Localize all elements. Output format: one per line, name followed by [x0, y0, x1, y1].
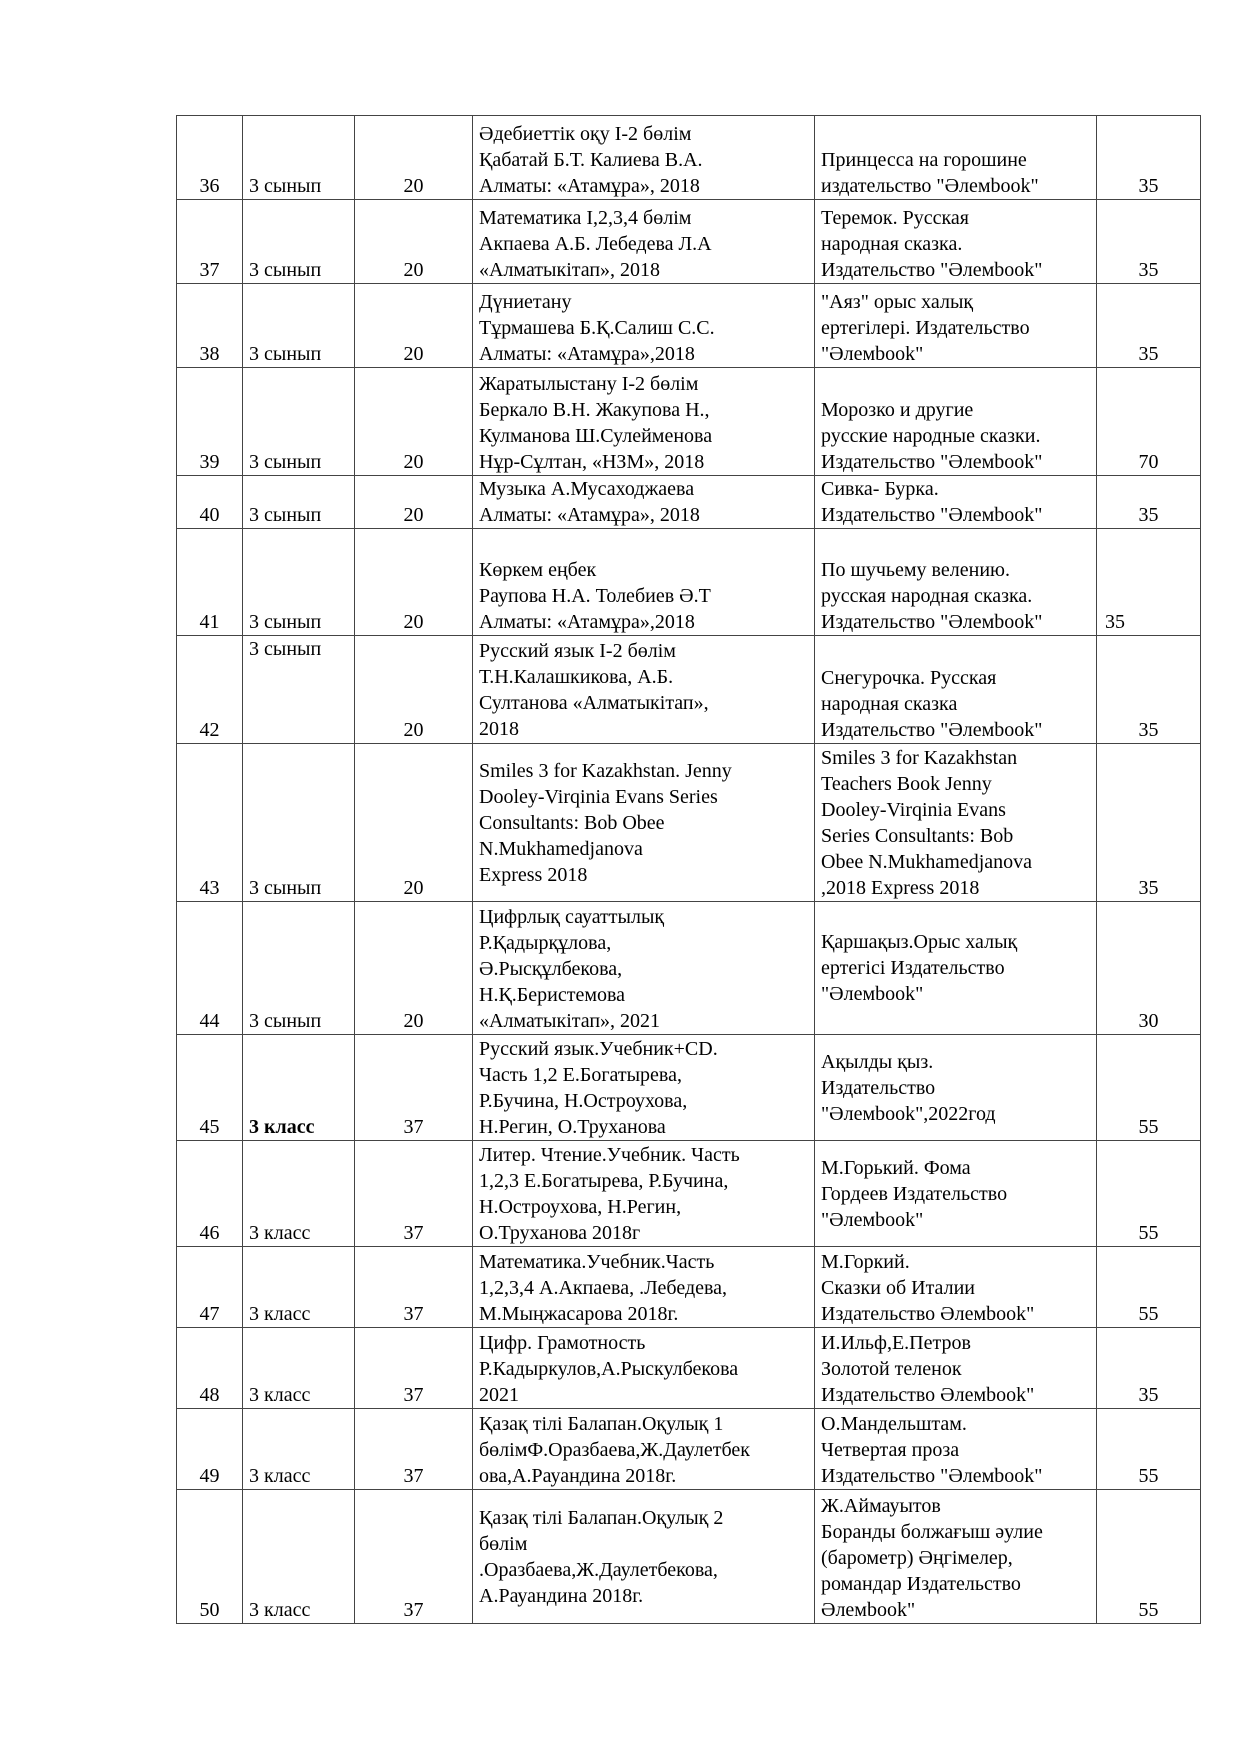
quantity-cell: 35 — [1097, 284, 1201, 368]
table-row — [177, 368, 1201, 476]
textbook-cell: Математика І,2,3,4 бөлім Акпаева А.Б. Лебедева Л.А «Алматыкітап», 2018 — [473, 200, 815, 284]
count-cell: 20 — [355, 476, 473, 529]
row-number: 45 — [177, 1035, 243, 1141]
row-number: 37 — [177, 200, 243, 284]
book-cell: Smiles 3 for Kazakhstan Teachers Book Jenny Dooley-Virqinia Evans Series Consultants: Bob Obee N.Mukhamedjanova ,2018 Express 2018 — [815, 744, 1097, 902]
textbook-cell: Дүниетану Тұрмашева Б.Қ.Салиш С.С. Алматы: «Атамұра»,2018 — [473, 284, 815, 368]
table-row — [177, 1409, 1201, 1490]
count-cell: 37 — [355, 1141, 473, 1247]
grade-cell: 3 сынып — [243, 200, 355, 284]
row-number: 50 — [177, 1490, 243, 1624]
row-number: 38 — [177, 284, 243, 368]
quantity-cell: 55 — [1097, 1490, 1201, 1624]
count-cell: 20 — [355, 636, 473, 744]
book-list-table — [176, 115, 1201, 1624]
row-number: 47 — [177, 1247, 243, 1328]
grade-cell: 3 класс — [243, 1141, 355, 1247]
textbook-cell: Цифр. Грамотность Р.Кадыркулов,А.Рыскулбекова 2021 — [473, 1328, 815, 1409]
count-cell: 20 — [355, 200, 473, 284]
table-row — [177, 1490, 1201, 1624]
row-number: 43 — [177, 744, 243, 902]
quantity-cell: 35 — [1097, 476, 1201, 529]
quantity-cell: 55 — [1097, 1035, 1201, 1141]
book-cell: "Аяз" орыс халық ертегілері. Издательство "Әлемbook" — [815, 284, 1097, 368]
count-cell: 20 — [355, 529, 473, 636]
row-number: 49 — [177, 1409, 243, 1490]
table-row — [177, 1328, 1201, 1409]
quantity-cell: 30 — [1097, 902, 1201, 1035]
count-cell: 20 — [355, 368, 473, 476]
grade-cell: 3 класс — [243, 1035, 355, 1141]
book-cell: По шучьему велению. русская народная сказка. Издательство "Әлемbook" — [815, 529, 1097, 636]
textbook-cell: Әдебиеттік оқу І-2 бөлім Қабатай Б.Т. Калиева В.А. Алматы: «Атамұра», 2018 — [473, 116, 815, 200]
grade-cell: 3 сынып — [243, 476, 355, 529]
textbook-cell: Русский язык.Учебник+CD. Часть 1,2 Е.Богатырева, Р.Бучина, Н.Остроухова, Н.Регин, О.Труханова — [473, 1035, 815, 1141]
count-cell: 37 — [355, 1409, 473, 1490]
textbook-cell: Математика.Учебник.Часть 1,2,3,4 А.Акпаева, .Лебедева, М.Мыңжасарова 2018г. — [473, 1247, 815, 1328]
book-cell: М.Горкий. Сказки об Италии Издательство Әлемbook" — [815, 1247, 1097, 1328]
textbook-cell: Жаратылыстану І-2 бөлім Беркало В.Н. Жакупова Н., Кулманова Ш.Сулейменова Нұр-Сұлтан, «НЗМ», 2018 — [473, 368, 815, 476]
table-row — [177, 1035, 1201, 1141]
quantity-cell: 55 — [1097, 1247, 1201, 1328]
grade-cell: 3 сынып — [243, 902, 355, 1035]
count-cell: 37 — [355, 1490, 473, 1624]
quantity-cell: 35 — [1097, 744, 1201, 902]
textbook-cell: Қазақ тілі Балапан.Оқулық 2 бөлім .Оразбаева,Ж.Даулетбекова, А.Рауандина 2018г. — [473, 1490, 815, 1624]
textbook-cell: Литер. Чтение.Учебник. Часть 1,2,3 Е.Богатырева, Р.Бучина, Н.Остроухова, Н.Регин, О.Труханова 2018г — [473, 1141, 815, 1247]
count-cell: 37 — [355, 1328, 473, 1409]
textbook-cell: Smiles 3 for Kazakhstan. Jenny Dooley-Virqinia Evans Series Consultants: Bob Obee N.Mukhamedjanova Express 2018 — [473, 744, 815, 902]
textbook-cell: Көркем еңбек Раупова Н.А. Толебиев Ә.Т Алматы: «Атамұра»,2018 — [473, 529, 815, 636]
quantity-cell: 55 — [1097, 1409, 1201, 1490]
textbook-cell: Цифрлық сауаттылық Р.Қадырқұлова, Ә.Рысқұлбекова, Н.Қ.Беристемова «Алматыкітап», 2021 — [473, 902, 815, 1035]
book-cell: Теремок. Русская народная сказка. Издательство "Әлемbook" — [815, 200, 1097, 284]
table-row — [177, 902, 1201, 1035]
row-number: 36 — [177, 116, 243, 200]
quantity-cell: 35 — [1097, 200, 1201, 284]
table-row — [177, 636, 1201, 744]
row-number: 44 — [177, 902, 243, 1035]
table-row — [177, 284, 1201, 368]
quantity-cell: 35 — [1097, 116, 1201, 200]
book-cell: И.Ильф,Е.Петров Золотой теленок Издательство Әлемbook" — [815, 1328, 1097, 1409]
quantity-cell: 70 — [1097, 368, 1201, 476]
row-number: 46 — [177, 1141, 243, 1247]
grade-cell: 3 класс — [243, 1409, 355, 1490]
count-cell: 20 — [355, 116, 473, 200]
table-row — [177, 529, 1201, 636]
book-cell: Принцесса на горошине издательство "Әлемbook" — [815, 116, 1097, 200]
grade-cell: 3 класс — [243, 1490, 355, 1624]
book-cell: Снегурочка. Русская народная сказка Издательство "Әлемbook" — [815, 636, 1097, 744]
textbook-cell: Русский язык І-2 бөлім Т.Н.Калашкикова, А.Б. Султанова «Алматыкітап», 2018 — [473, 636, 815, 744]
textbook-cell: Музыка А.Мусаходжаева Алматы: «Атамұра», 2018 — [473, 476, 815, 529]
book-cell: Ж.Аймауытов Боранды болжағыш әулие (барометр) Әңгімелер, романдар Издательство Әлемbook" — [815, 1490, 1097, 1624]
book-cell: Сивка- Бурка. Издательство "Әлемbook" — [815, 476, 1097, 529]
quantity-cell: 35 — [1097, 636, 1201, 744]
count-cell: 20 — [355, 902, 473, 1035]
table-row — [177, 1141, 1201, 1247]
table-row — [177, 476, 1201, 529]
book-cell: Ақылды қыз. Издательство "Әлемbook",2022год — [815, 1035, 1097, 1141]
row-number: 42 — [177, 636, 243, 744]
grade-cell: 3 сынып — [243, 636, 355, 744]
grade-cell: 3 класс — [243, 1247, 355, 1328]
grade-cell: 3 класс — [243, 1328, 355, 1409]
quantity-cell: 55 — [1097, 1141, 1201, 1247]
table-row — [177, 744, 1201, 902]
book-cell: Морозко и другие русские народные сказки. Издательство "Әлемbook" — [815, 368, 1097, 476]
count-cell: 37 — [355, 1247, 473, 1328]
grade-cell: 3 сынып — [243, 116, 355, 200]
row-number: 40 — [177, 476, 243, 529]
row-number: 41 — [177, 529, 243, 636]
grade-cell: 3 сынып — [243, 529, 355, 636]
textbook-cell: Қазақ тілі Балапан.Оқулық 1 бөлімФ.Оразбаева,Ж.Даулетбек ова,А.Рауандина 2018г. — [473, 1409, 815, 1490]
grade-cell: 3 сынып — [243, 284, 355, 368]
grade-cell: 3 сынып — [243, 744, 355, 902]
count-cell: 37 — [355, 1035, 473, 1141]
row-number: 39 — [177, 368, 243, 476]
table-row — [177, 116, 1201, 200]
book-cell: Қаршақыз.Орыс халық ертегісі Издательство "Әлемbook" — [815, 902, 1097, 1035]
book-cell: О.Мандельштам. Четвертая проза Издательство "Әлемbook" — [815, 1409, 1097, 1490]
quantity-cell: 35 — [1097, 529, 1201, 636]
book-cell: М.Горький. Фома Гордеев Издательство "Әлемbook" — [815, 1141, 1097, 1247]
count-cell: 20 — [355, 284, 473, 368]
grade-cell: 3 сынып — [243, 368, 355, 476]
table-row — [177, 200, 1201, 284]
count-cell: 20 — [355, 744, 473, 902]
table-row — [177, 1247, 1201, 1328]
row-number: 48 — [177, 1328, 243, 1409]
quantity-cell: 35 — [1097, 1328, 1201, 1409]
